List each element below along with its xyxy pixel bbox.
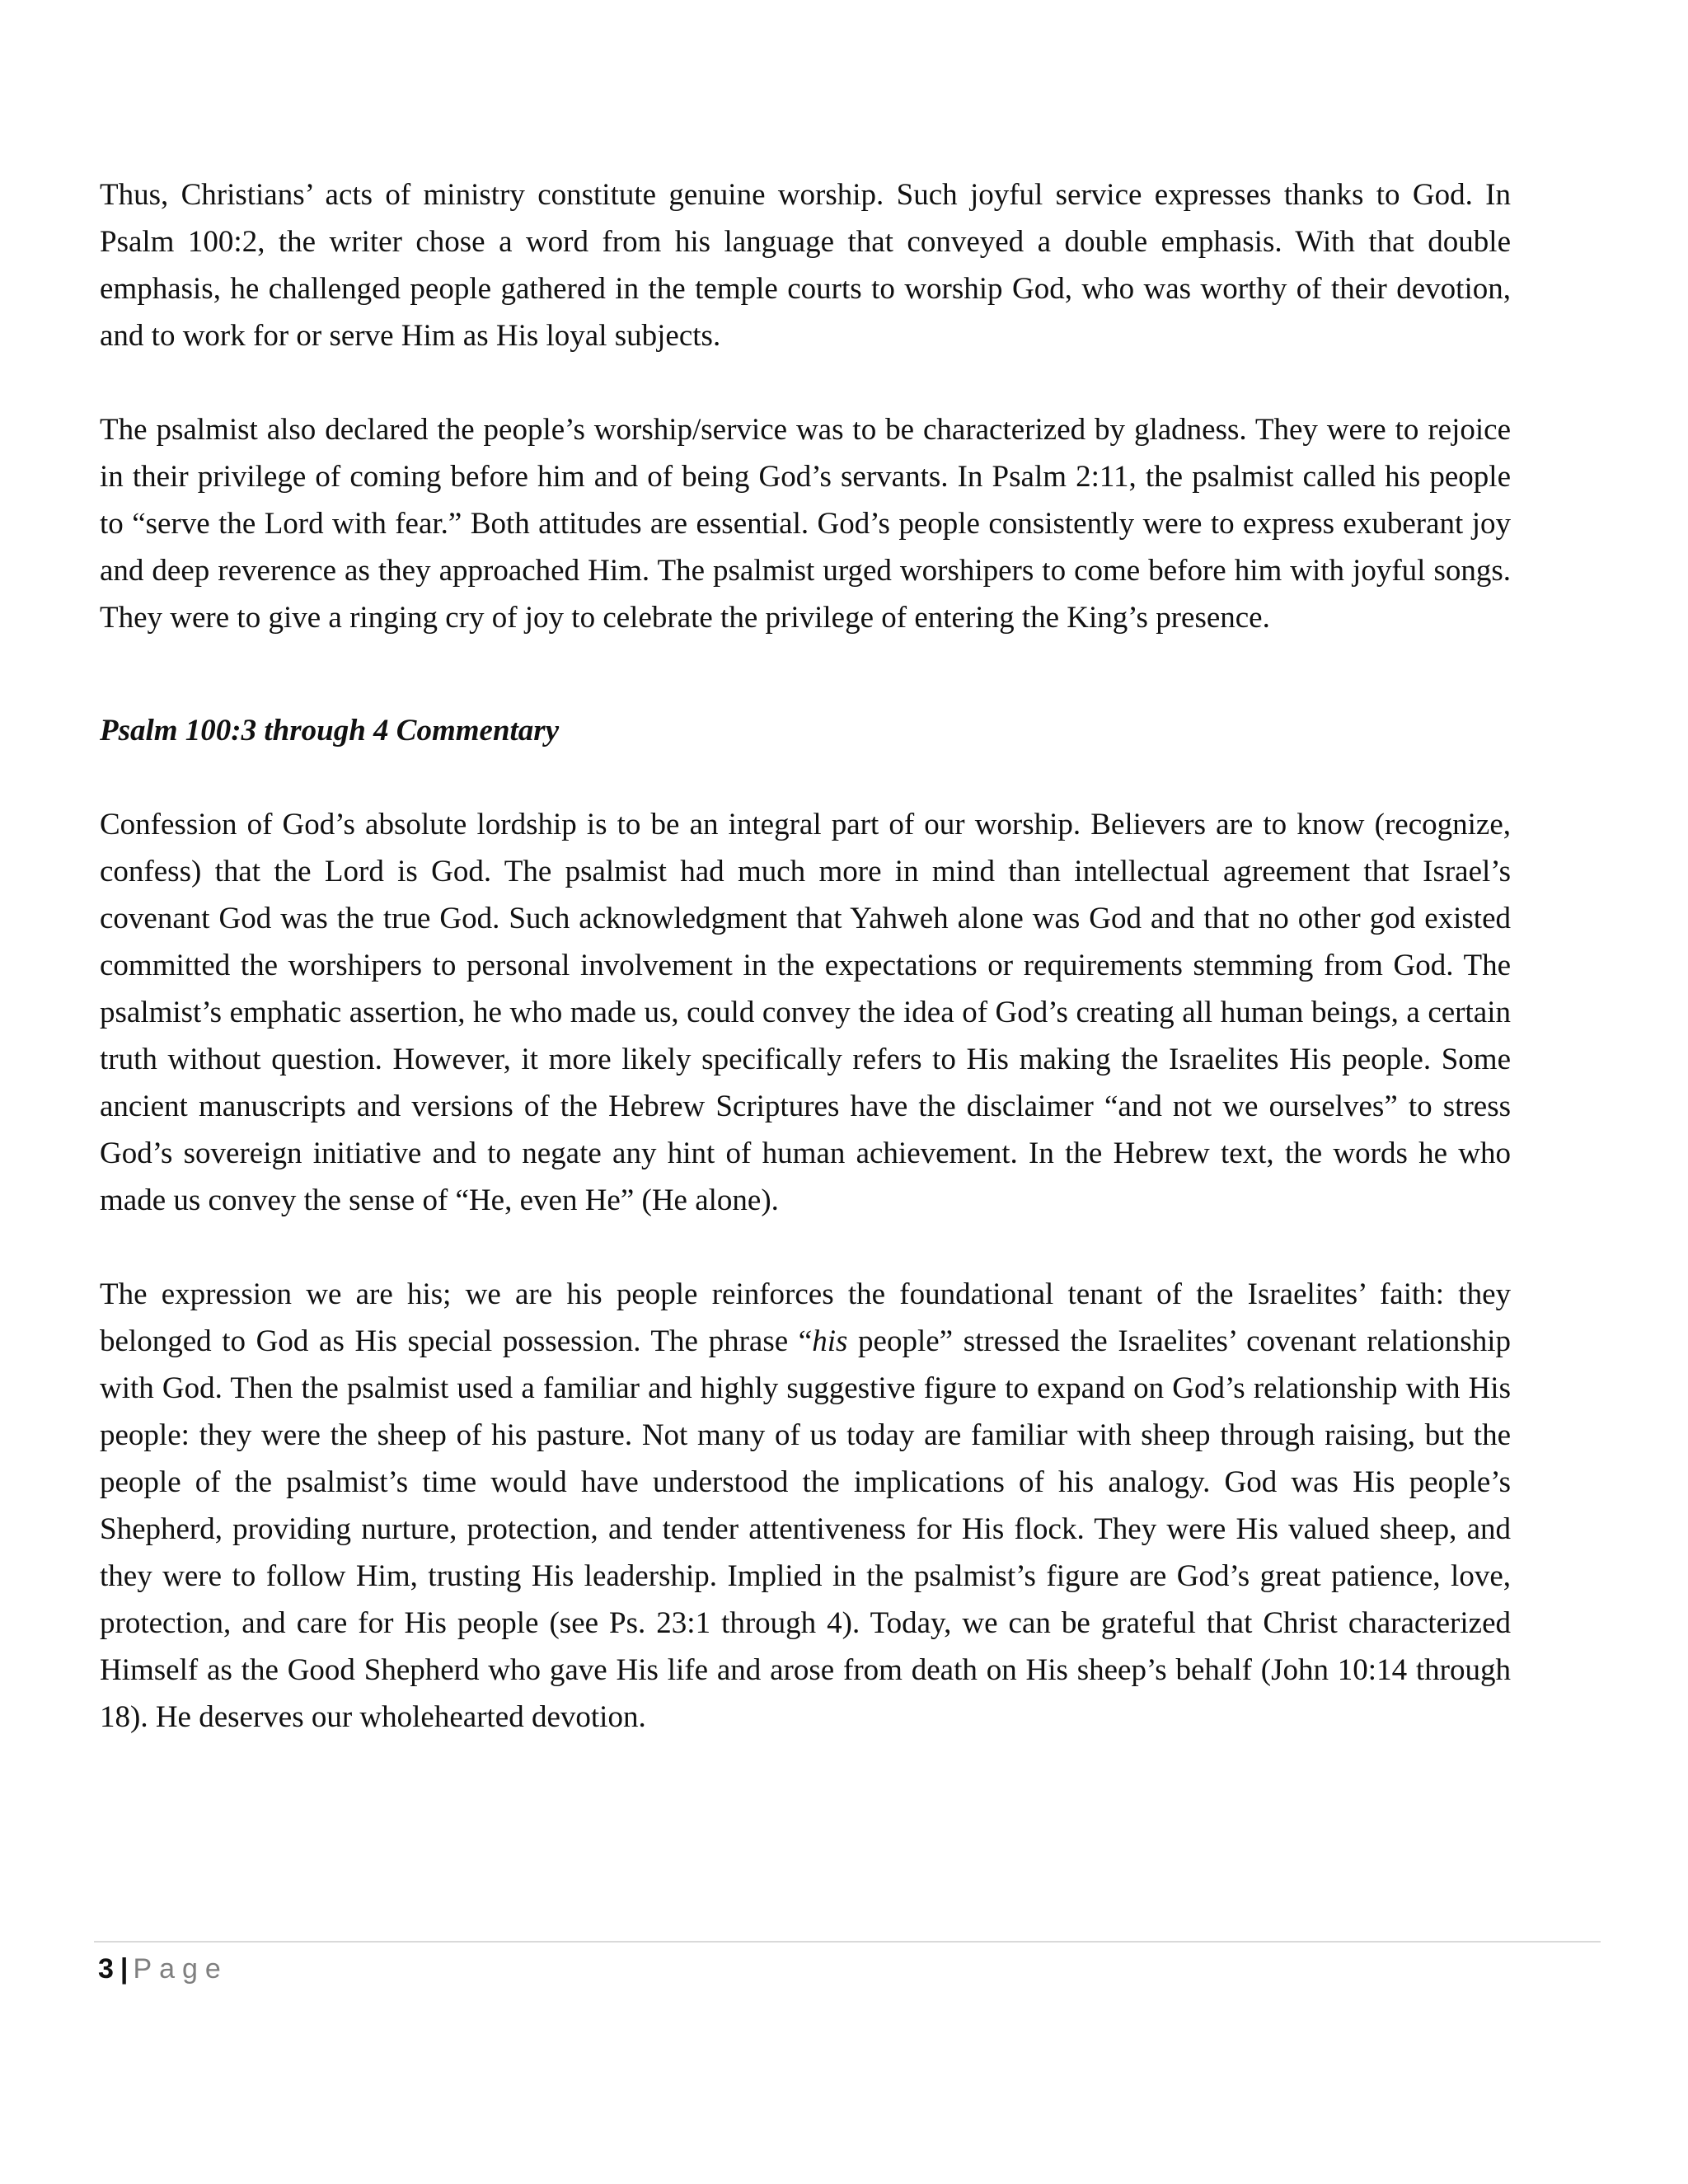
paragraph-2: The psalmist also declared the people’s worship/service was to be characterized by gladness. They were to rejoice in their privilege of coming before him and of being God’s servants. In Psalm 2:11, the psalmist called his people to “serve the Lord with fear.” Both attitudes are essential. God’s people consistently were to express exuberant joy and deep reverence as they approached Him. The psalmist urged worshipers to come before him with joyful songs. They were to give a ringing cry of joy to celebrate the privilege of entering the King’s presence. [100, 413, 1511, 635]
paragraph-4-italic-word: his [812, 1324, 848, 1358]
footer-separator: | [120, 1953, 129, 1985]
document-body [100, 171, 1511, 1741]
paragraph-3: Confession of God’s absolute lordship is to be an integral part of our worship. Believers are to know (recognize, confess) that the Lord is God. The psalmist had much more in mind than intellectual agreement that Israel’s covenant God was the true God. Such acknowledgment that Yahweh alone was God and that no other god existed committed the worshipers to personal involvement in the expectations or requirements stemming from God. The psalmist’s emphatic assertion, he who made us, could convey the idea of God’s creating all human beings, a certain truth without question. However, it more likely specifically refers to His making the Israelites His people. Some ancient manuscripts and versions of the Hebrew Scriptures have the disclaimer “and not we ourselves” to stress God’s sovereign initiative and to negate any hint of human achievement. In the Hebrew text, the words he who made us convey the sense of “He, even He” (He alone). [100, 808, 1511, 1217]
paragraph-4-text-a: The expression we are his; we are his people reinforces the foundational tenant of the Israelites’ faith: they belonged to God as His special possession. The phrase “ [100, 1277, 1511, 1358]
paragraph-4 [100, 1271, 1511, 1741]
paragraph-4-text-b: people” stressed the Israelites’ covenant relationship with God. Then the psalmist used a familiar and highly suggestive figure to expand on God’s relationship with His people: they were the sheep of his pasture. Not many of us today are familiar with sheep through raising, but the people of the psalmist’s time would have understood the implications of his analogy. God was His people’s Shepherd, providing nurture, protection, and tender attentiveness for His flock. They were His valued sheep, and they were to follow Him, trusting His leadership. Implied in the psalmist’s figure are God’s great patience, love, protection, and care for His people (see Ps. 23:1 through 4). Today, we can be grateful that Christ characterized Himself as the Good Shepherd who gave His life and arose from death on His sheep’s behalf (John 10:14 through 18). He deserves our wholehearted devotion. [100, 1324, 1511, 1734]
section-heading: Psalm 100:3 through 4 Commentary [100, 714, 560, 748]
paragraph-1: Thus, Christians’ acts of ministry constitute genuine worship. Such joyful service expresses thanks to God. In Psalm 100:2, the writer chose a word from his language that conveyed a double emphasis. With that double emphasis, he challenged people gathered in the temple courts to worship God, who was worthy of their devotion, and to work for or serve Him as His loyal subjects. [100, 178, 1511, 353]
page-footer [98, 1950, 228, 1988]
page-label: Page [133, 1953, 228, 1985]
footer-divider [94, 1941, 1601, 1943]
page-number: 3 [98, 1953, 114, 1985]
